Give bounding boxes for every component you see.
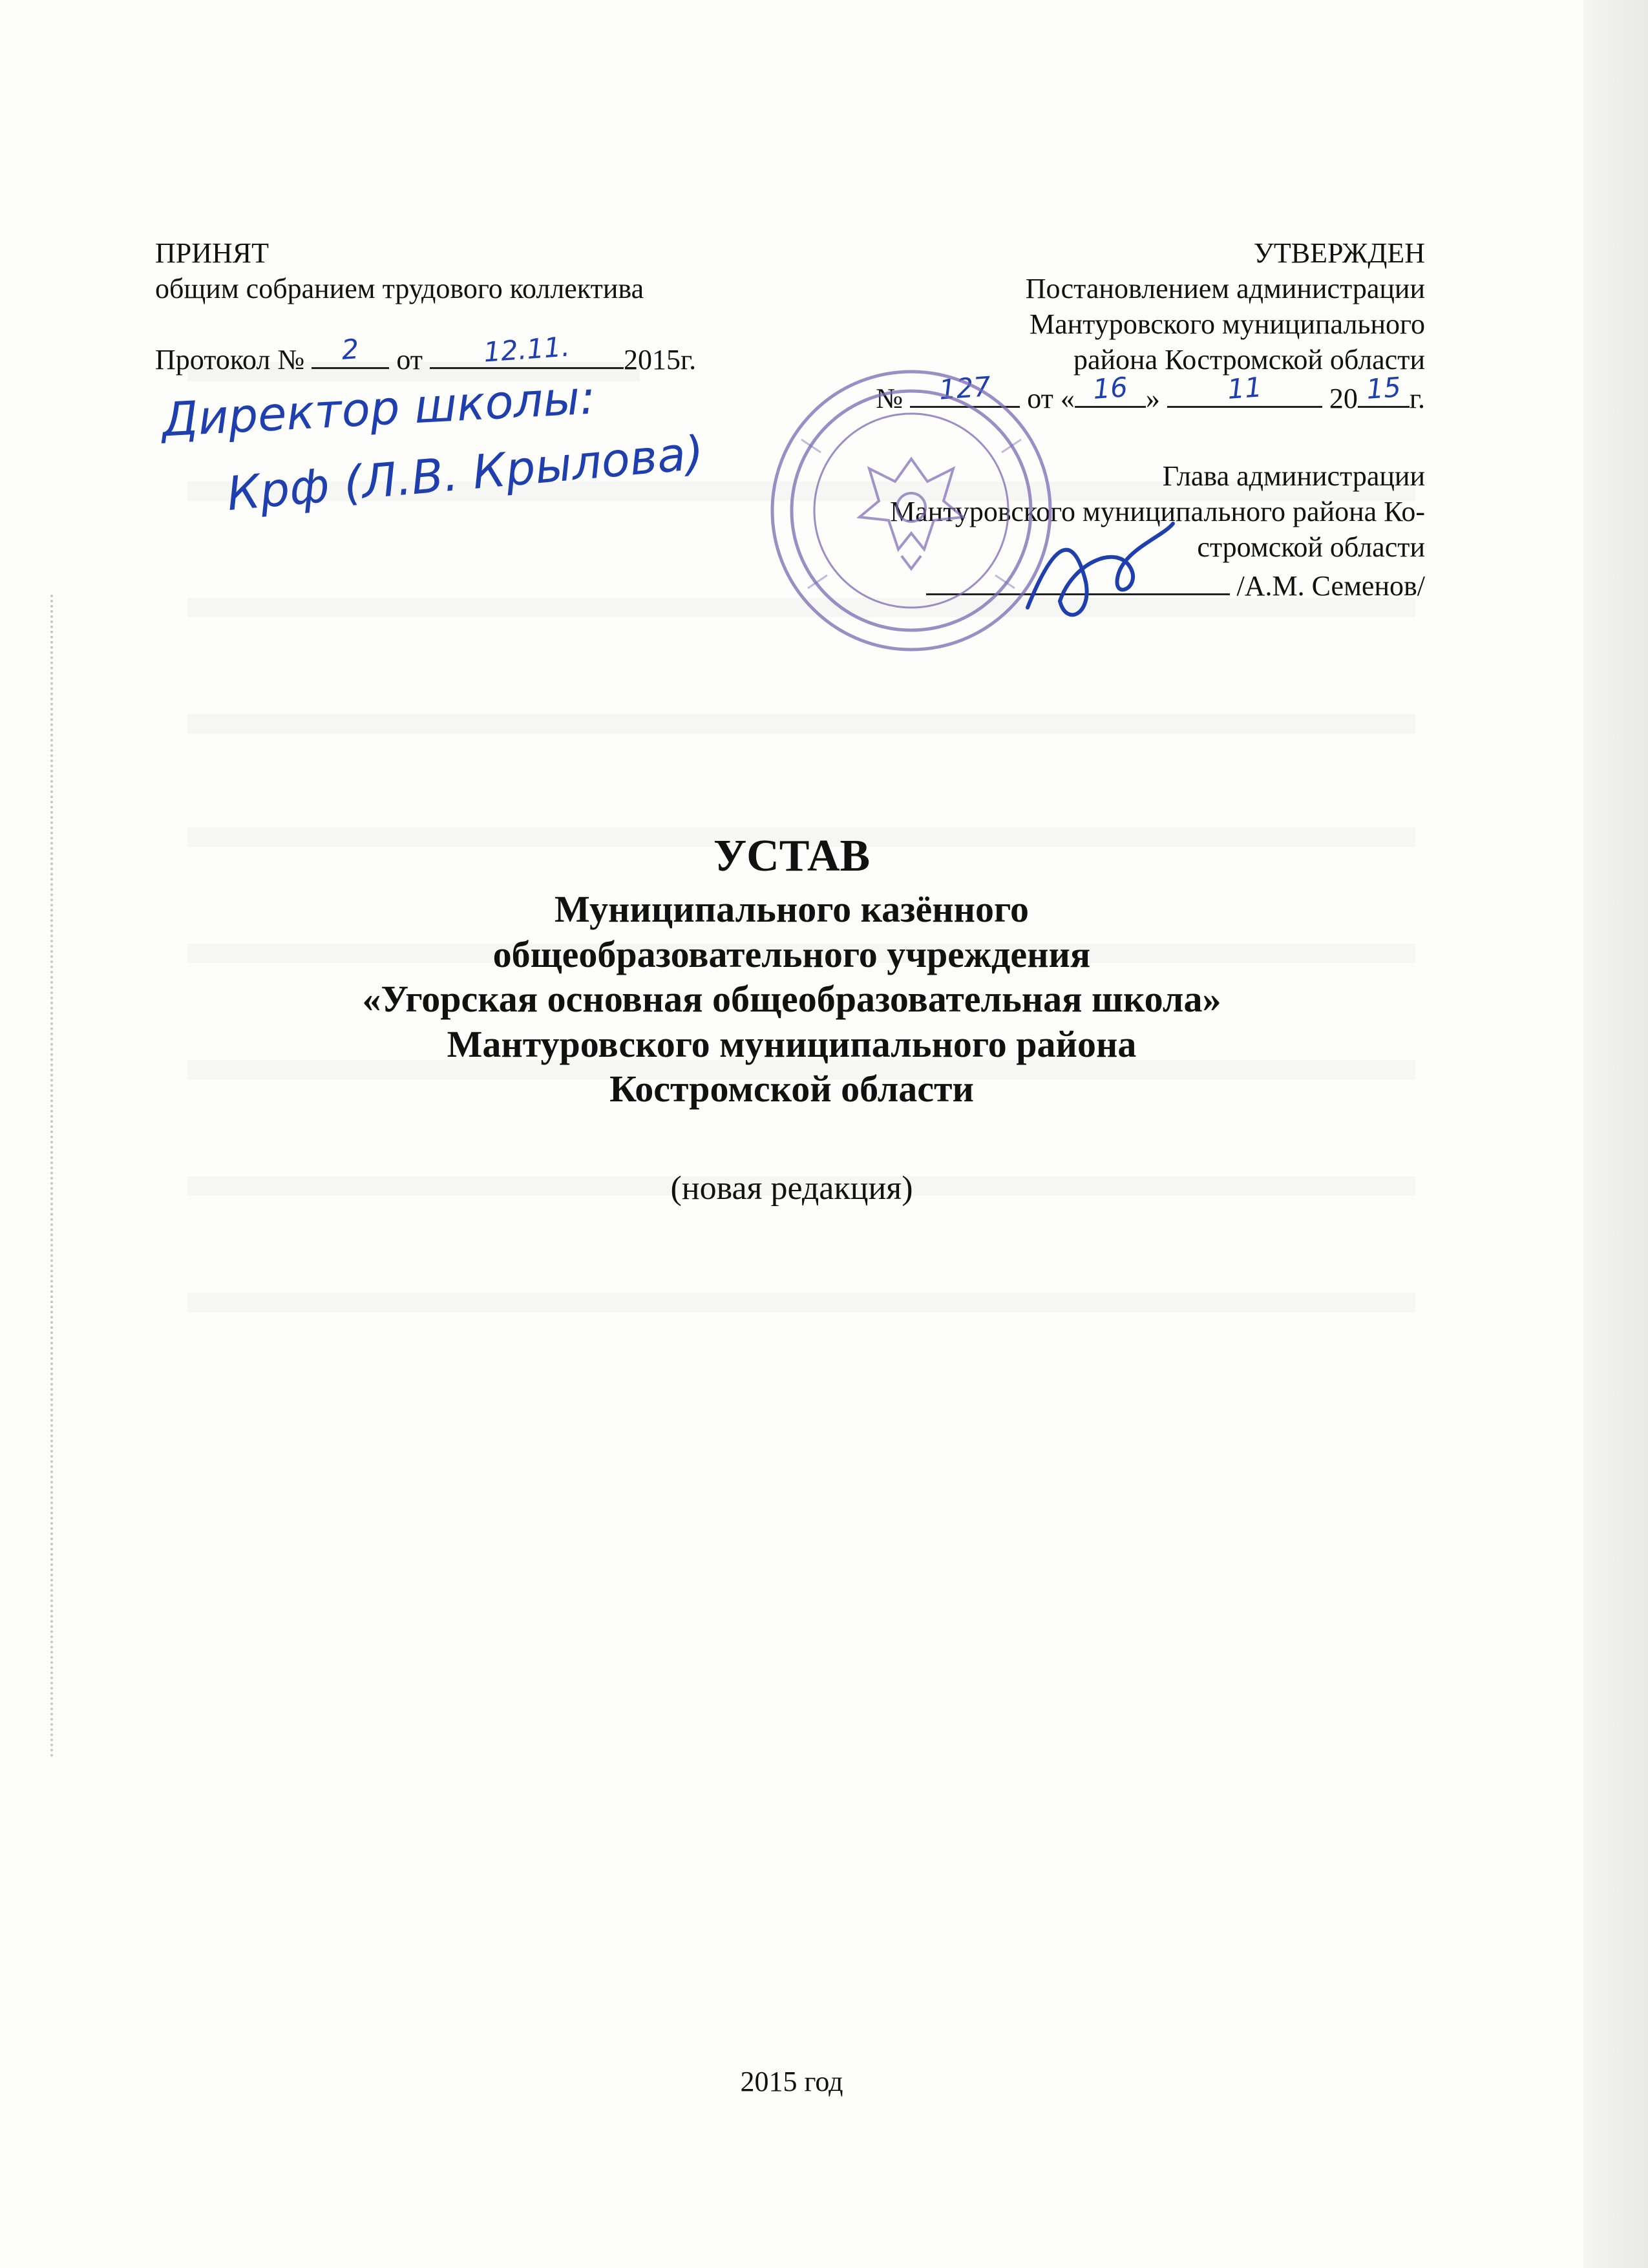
title-line-2: общеобразовательного учреждения [492,933,1091,975]
protocol-prefix: Протокол № [155,344,305,376]
title-lines [0,887,1583,1112]
decree-close-quote: » [1145,383,1160,414]
approved-line3: района Костромской области [1073,344,1425,376]
decree-day-handwritten: 16 [1092,371,1129,405]
decree-num-prefix: № [876,383,903,414]
director-handwriting: Директор школы: [160,370,597,447]
document-title: УСТАВ [713,831,871,881]
decree-number-handwritten: 127 [938,370,992,406]
head-title: Глава администрации [1162,460,1425,492]
decree-year-field [1358,371,1410,408]
decree-year-g: г. [1409,383,1425,414]
head-line2: Мантуровского муниципального района Ко- [890,496,1425,527]
approved-line2: Мантуровского муниципального [1029,308,1425,340]
decree-year-handwritten: 15 [1365,371,1402,405]
signer-name: /А.М. Семенов/ [1236,570,1425,602]
approved-line1: Постановлением администрации [1025,273,1425,304]
page-edge [1583,0,1648,2268]
decree-day-field [1075,371,1146,408]
head-signature-scribble [1015,504,1183,633]
title-line-1: Муниципального казённого [555,888,1029,930]
protocol-from: от [396,344,423,376]
protocol-number-handwritten: 2 [341,333,361,366]
title-line-3: «Угорская основная общеобразовательная школа» [362,978,1221,1021]
decree-year-prefix: 20 [1329,383,1358,414]
protocol-date-field [430,330,624,369]
decree-month-handwritten: 11 [1226,371,1263,405]
edition-note: (новая редакция) [670,1170,913,1207]
bleed-through-text [187,123,1448,1351]
protocol-year: 2015г. [624,344,697,376]
accepted-by: общим собранием трудового коллектива [155,273,644,304]
protocol-number-field [312,333,389,369]
decree-month-field [1167,371,1322,408]
title-line-5: Костромской области [609,1068,974,1110]
edition-block [0,1170,1583,1207]
footer-year: 2015 год [740,2066,843,2097]
eagle-emblem-icon [860,459,963,569]
protocol-line [155,330,697,376]
head-line3: стромской области [1197,531,1425,563]
document-title-block [0,831,1583,881]
title-line-4: Мантуровского муниципального района [447,1023,1137,1065]
director-signature: Крф (Л.В. Крылова) [224,425,706,522]
accepted-label: ПРИНЯТ [155,237,269,269]
decree-from: от « [1027,383,1075,414]
approved-label: УТВЕРЖДЕН [1253,237,1425,269]
protocol-date-handwritten: 12.11. [482,330,571,368]
